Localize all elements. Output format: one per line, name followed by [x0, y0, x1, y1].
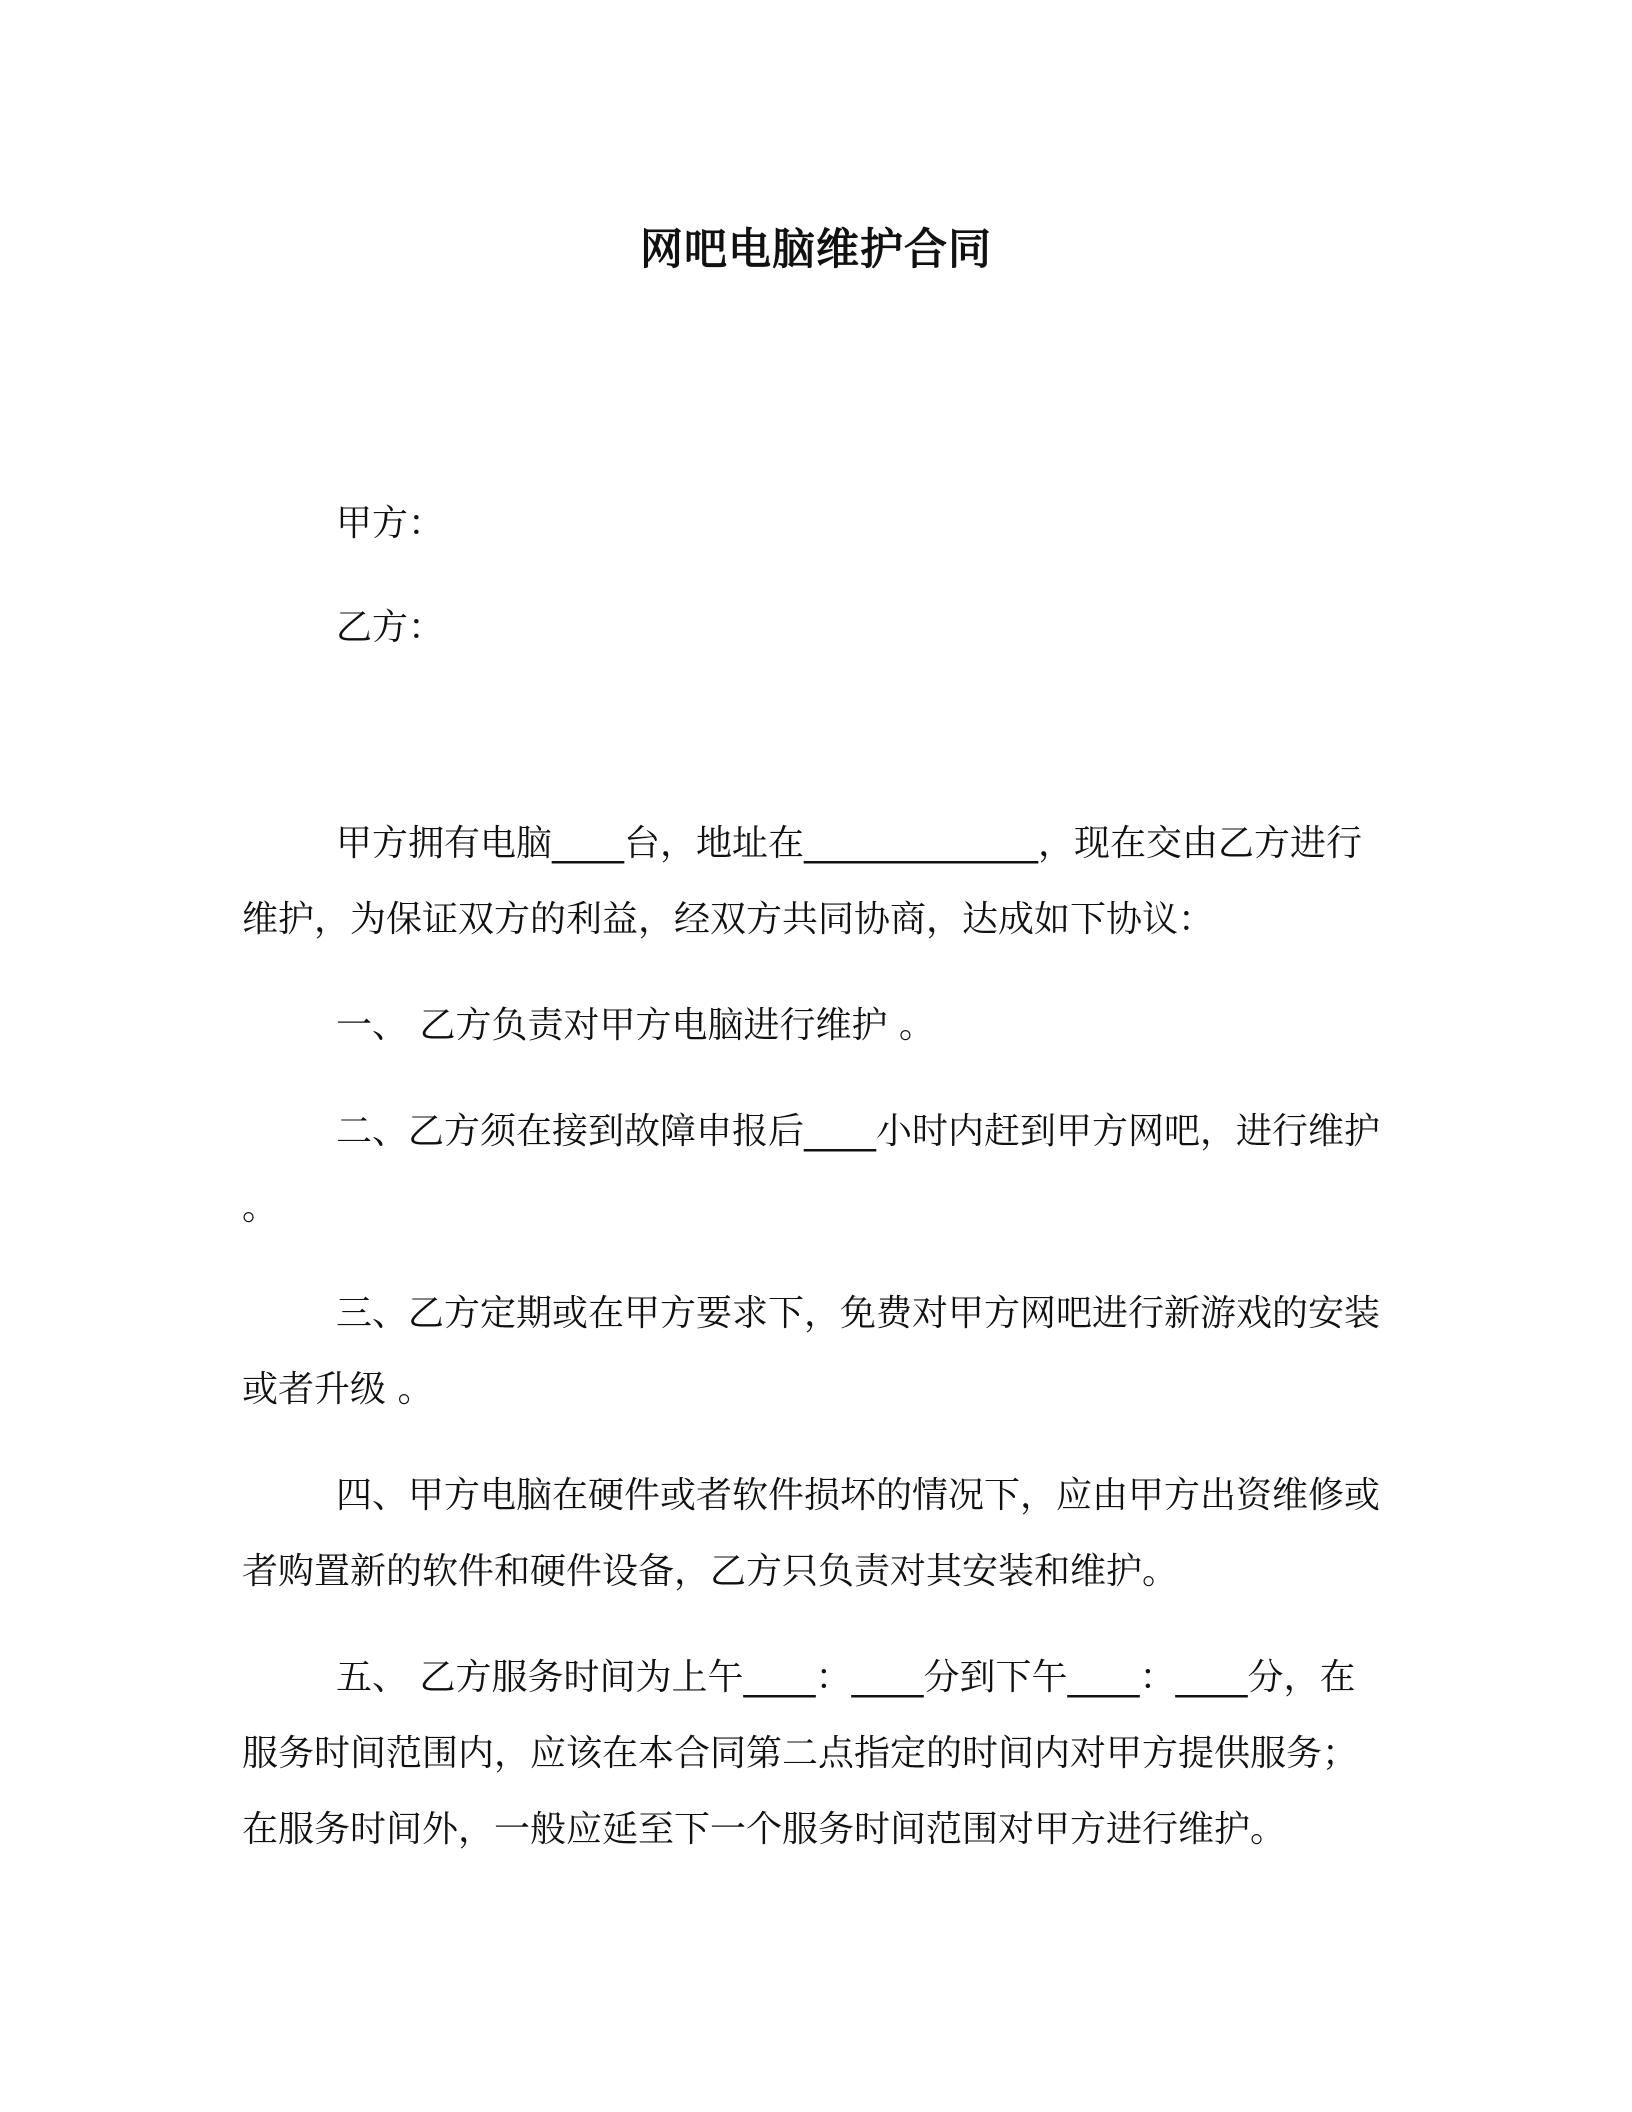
contract-body	[242, 806, 1390, 1898]
clause-3: 三、乙方定期或在甲方要求下，免费对甲方网吧进行新游戏的安装或者升级 。	[242, 1293, 1381, 1410]
party-b-label: 乙方：	[336, 607, 445, 648]
clause-5: 五、 乙方服务时间为上午____：____分到下午____：____分，在服务时间范围内，应该在本合同第二点指定的时间内对甲方提供服务；在服务时间外，一般应延至下一个服务时间范围对甲方进行维护。	[242, 1657, 1359, 1850]
clause-4: 四、甲方电脑在硬件或者软件损坏的情况下，应由甲方出资维修或者购置新的软件和硬件设备，乙方只负责对其安装和维护。	[242, 1475, 1381, 1592]
intro-paragraph: 甲方拥有电脑____台，地址在_____________，现在交由乙方进行维护，为保证双方的利益，经双方共同协商，达成如下协议：	[242, 823, 1363, 940]
party-a-label: 甲方：	[336, 503, 445, 544]
clause-2: 二、乙方须在接到故障申报后____小时内赶到甲方网吧，进行维护 。	[242, 1111, 1381, 1228]
document-title: 网吧电脑维护合同	[640, 225, 992, 275]
clause-1: 一、 乙方负责对甲方电脑进行维护 。	[336, 1005, 935, 1046]
